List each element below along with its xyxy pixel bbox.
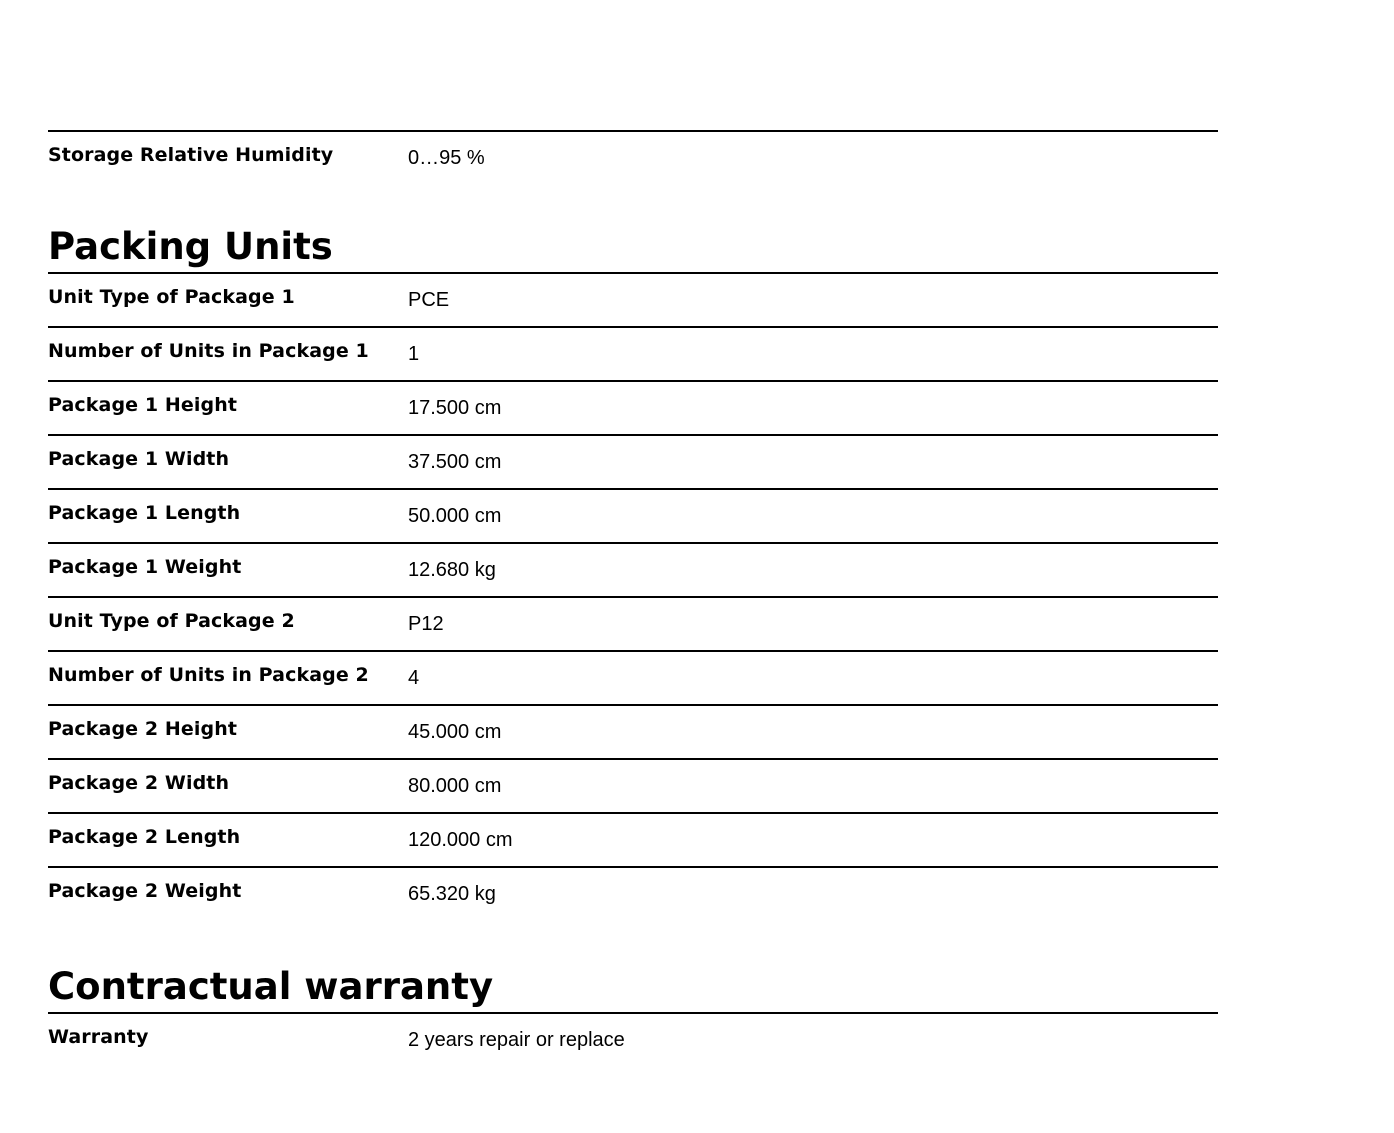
spec-label: Storage Relative Humidity <box>48 144 334 166</box>
spec-row <box>48 436 1218 490</box>
spec-label: Package 2 Length <box>48 826 241 848</box>
spec-row <box>48 490 1218 544</box>
spec-value: 2 years repair or replace <box>408 1029 625 1051</box>
spec-row <box>48 814 1218 868</box>
spec-label: Unit Type of Package 2 <box>48 610 295 632</box>
spec-value: 50.000 cm <box>408 505 502 527</box>
spec-row <box>48 598 1218 652</box>
spec-row <box>48 274 1218 328</box>
spec-value: 4 <box>408 667 420 689</box>
spec-row <box>48 328 1218 382</box>
spec-label: Package 2 Weight <box>48 880 242 902</box>
spec-row-warranty <box>48 1014 1218 1066</box>
spec-row-storage-humidity <box>48 132 1218 184</box>
spec-label: Package 2 Height <box>48 718 238 740</box>
spec-label: Package 1 Height <box>48 394 238 416</box>
warranty-table <box>48 1014 1218 1066</box>
spec-value: 12.680 kg <box>408 559 496 581</box>
spec-label: Package 1 Weight <box>48 556 242 578</box>
section-title-packing-units: Packing Units <box>48 227 1218 274</box>
spec-value: 1 <box>408 343 420 365</box>
spec-value: 17.500 cm <box>408 397 502 419</box>
spec-value: 65.320 kg <box>408 883 496 905</box>
spec-row <box>48 706 1218 760</box>
spec-label: Package 2 Width <box>48 772 230 794</box>
spec-label: Number of Units in Package 1 <box>48 340 369 362</box>
spec-value: 45.000 cm <box>408 721 502 743</box>
spec-value: 37.500 cm <box>408 451 502 473</box>
spec-row <box>48 544 1218 598</box>
spec-label: Package 1 Length <box>48 502 241 524</box>
spec-label: Warranty <box>48 1026 149 1048</box>
spec-row <box>48 652 1218 706</box>
spec-value: 120.000 cm <box>408 829 513 851</box>
spec-row <box>48 382 1218 436</box>
spec-row <box>48 760 1218 814</box>
spec-label: Number of Units in Package 2 <box>48 664 369 686</box>
section-title-contractual-warranty: Contractual warranty <box>48 967 1218 1014</box>
spec-value: 80.000 cm <box>408 775 502 797</box>
spec-label: Unit Type of Package 1 <box>48 286 295 308</box>
packing-units-table <box>48 274 1218 920</box>
spec-value: P12 <box>408 613 444 635</box>
spec-row <box>48 868 1218 920</box>
spec-value: 0…95 % <box>408 147 485 169</box>
spec-value: PCE <box>408 289 450 311</box>
spec-label: Package 1 Width <box>48 448 230 470</box>
spec-sheet <box>48 130 1218 1066</box>
